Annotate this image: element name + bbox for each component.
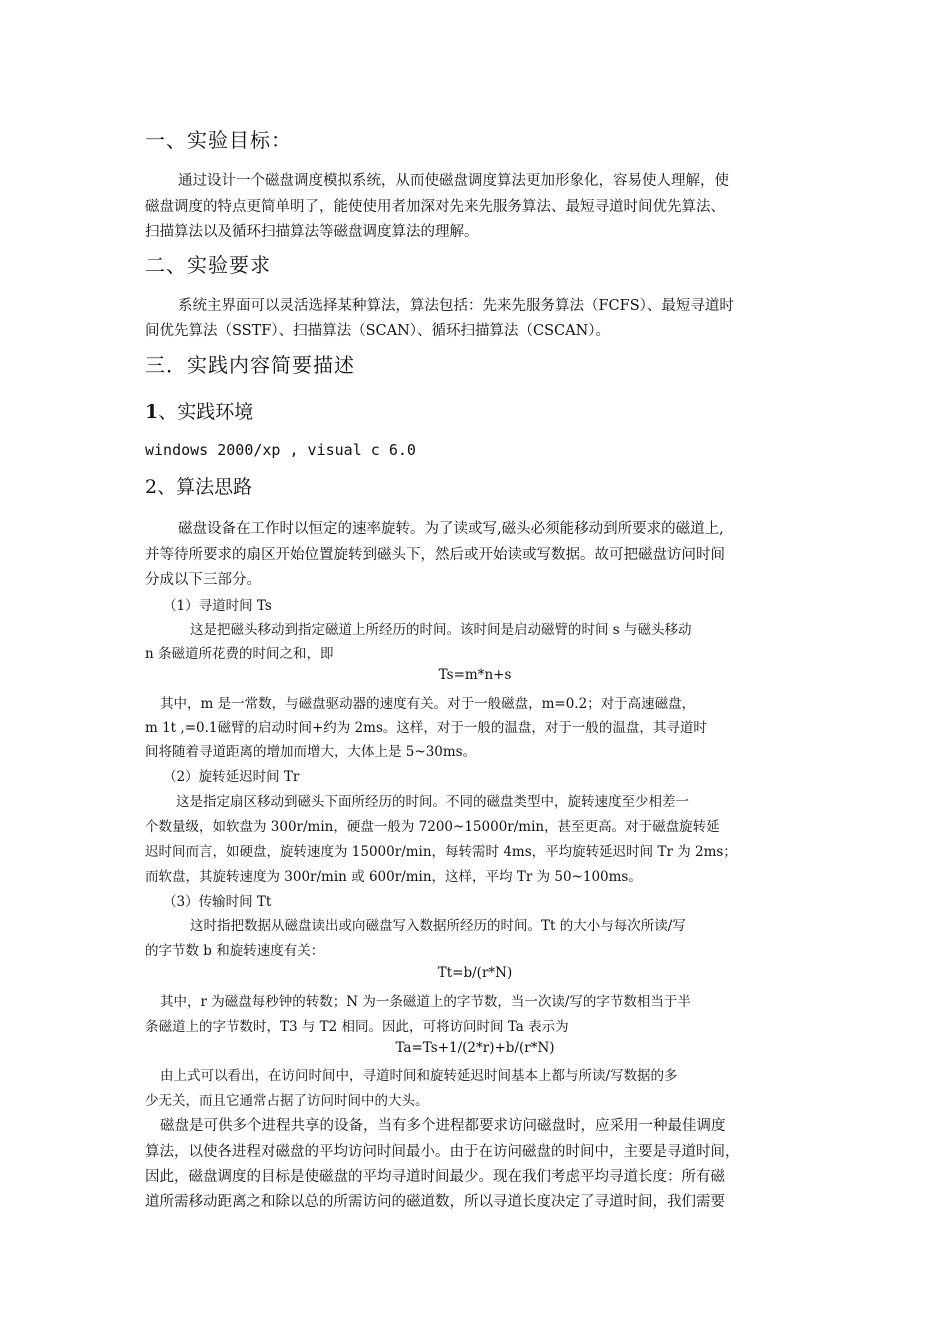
item-title-seek-time: （1）寻道时间 Ts — [163, 598, 272, 614]
subheading-environment — [145, 397, 253, 424]
paragraph-line: 分成以下三部分。 — [145, 572, 261, 588]
paragraph-line: 磁盘调度的特点更简单明了，能使使用者加深对先来先服务算法、最短寻道时间优先算法、 — [145, 199, 725, 215]
paragraph-line: 这时指把数据从磁盘读出或向磁盘写入数据所经历的时间。Tt 的大小与每次所读/写 — [190, 918, 686, 934]
paragraph-line: 磁盘是可供多个进程共享的设备，当有多个进程都要求访问磁盘时，应采用一种最佳调度 — [160, 1118, 726, 1134]
paragraph-line: 道所需移动距离之和除以总的所需访问的磁道数，所以寻道长度决定了寻道时间，我们需要 — [145, 1194, 725, 1210]
paragraph-line: 其中，r 为磁盘每秒钟的转数；N 为一条磁道上的字节数，当一次读/写的字节数相当于半 — [160, 994, 691, 1010]
paragraph-line: 因此，磁盘调度的目标是使磁盘的平均寻道时间最少。现在我们考虑平均寻道长度：所有磁 — [145, 1169, 725, 1185]
subheading-number: 1 — [145, 401, 159, 423]
paragraph-line: 的字节数 b 和旋转速度有关： — [145, 943, 325, 959]
environment-value: windows 2000/xp , visual c 6.0 — [145, 441, 416, 459]
paragraph-line: 扫描算法以及循环扫描算法等磁盘调度算法的理解。 — [145, 224, 479, 240]
formula-ts: Ts=m*n+s — [438, 667, 512, 683]
section-heading-goals: 一、实验目标： — [145, 128, 292, 152]
paragraph-line: m 1t ,=0.1磁臂的启动时间+约为 2ms。这样，对于一般的温盘，对于一般的温盘，其寻道时 — [145, 720, 707, 736]
paragraph-line: 通过设计一个磁盘调度模拟系统，从而使磁盘调度算法更加形象化，容易使人理解，使 — [178, 173, 729, 189]
paragraph-line: 条磁道上的字节数时，T3 与 T2 相同。因此，可将访问时间 Ta 表示为 — [145, 1019, 569, 1035]
paragraph-line: 其中，m 是一常数，与磁盘驱动器的速度有关。对于一般磁盘，m=0.2；对于高速磁盘， — [160, 696, 696, 712]
section-heading-practice: 三．实践内容简要描述 — [145, 353, 355, 377]
formula-ta: Ta=Ts+1/(2*r)+b/(r*N) — [395, 1040, 555, 1056]
paragraph-line: 迟时间而言，如硬盘，旋转速度为 15000r/min，每转需时 4ms，平均旋转延迟时间 Tr 为 2ms； — [145, 844, 737, 860]
subheading-text: 、实践环境 — [158, 401, 254, 423]
paragraph-line: 磁盘设备在工作时以恒定的速率旋转。为了读或写,磁头必须能移动到所要求的磁道上, — [178, 521, 724, 537]
paragraph-line: 少无关，而且它通常占据了访问时间中的大头。 — [145, 1093, 429, 1109]
paragraph-line: n 条磁道所花费的时间之和，即 — [145, 646, 334, 662]
paragraph-line: 这是把磁头移动到指定磁道上所经历的时间。该时间是启动磁臂的时间 s 与磁头移动 — [190, 622, 692, 638]
paragraph-line: 而软盘，其旋转速度为 300r/min 或 600r/min，这样，平均 Tr 为 50~100ms。 — [145, 869, 642, 885]
paragraph-line: 由上式可以看出，在访问时间中，寻道时间和旋转延迟时间基本上都与所读/写数据的多 — [160, 1068, 678, 1084]
item-title-transfer-time: （3）传输时间 Tt — [163, 894, 272, 910]
paragraph-line: 个数量级，如软盘为 300r/min，硬盘一般为 7200~15000r/min，甚至更高。对于磁盘旋转延 — [145, 819, 720, 835]
paragraph-line: 间将随着寻道距离的增加而增大，大体上是 5~30ms。 — [145, 744, 477, 760]
paragraph-line: 并等待所要求的扇区开始位置旋转到磁头下，然后或开始读或写数据。故可把磁盘访问时间 — [145, 547, 725, 563]
paragraph-line: 系统主界面可以灵活选择某种算法，算法包括：先来先服务算法（FCFS）、最短寻道时 — [178, 298, 734, 314]
paragraph-line: 算法，以使各进程对磁盘的平均访问时间最小。由于在访问磁盘的时间中，主要是寻道时间， — [145, 1144, 740, 1160]
formula-tt: Tt=b/(r*N) — [437, 965, 513, 981]
subheading-algorithm: 2、算法思路 — [145, 476, 253, 498]
section-heading-requirements: 二、实验要求 — [145, 253, 271, 277]
paragraph-line: 这是指定扇区移动到磁头下面所经历的时间。不同的磁盘类型中，旋转速度至少相差一 — [176, 794, 689, 810]
item-title-rotation-delay: （2）旋转延迟时间 Tr — [163, 769, 300, 785]
paragraph-line: 间优先算法（SSTF）、扫描算法（SCAN）、循环扫描算法（CSCAN）。 — [145, 323, 611, 339]
